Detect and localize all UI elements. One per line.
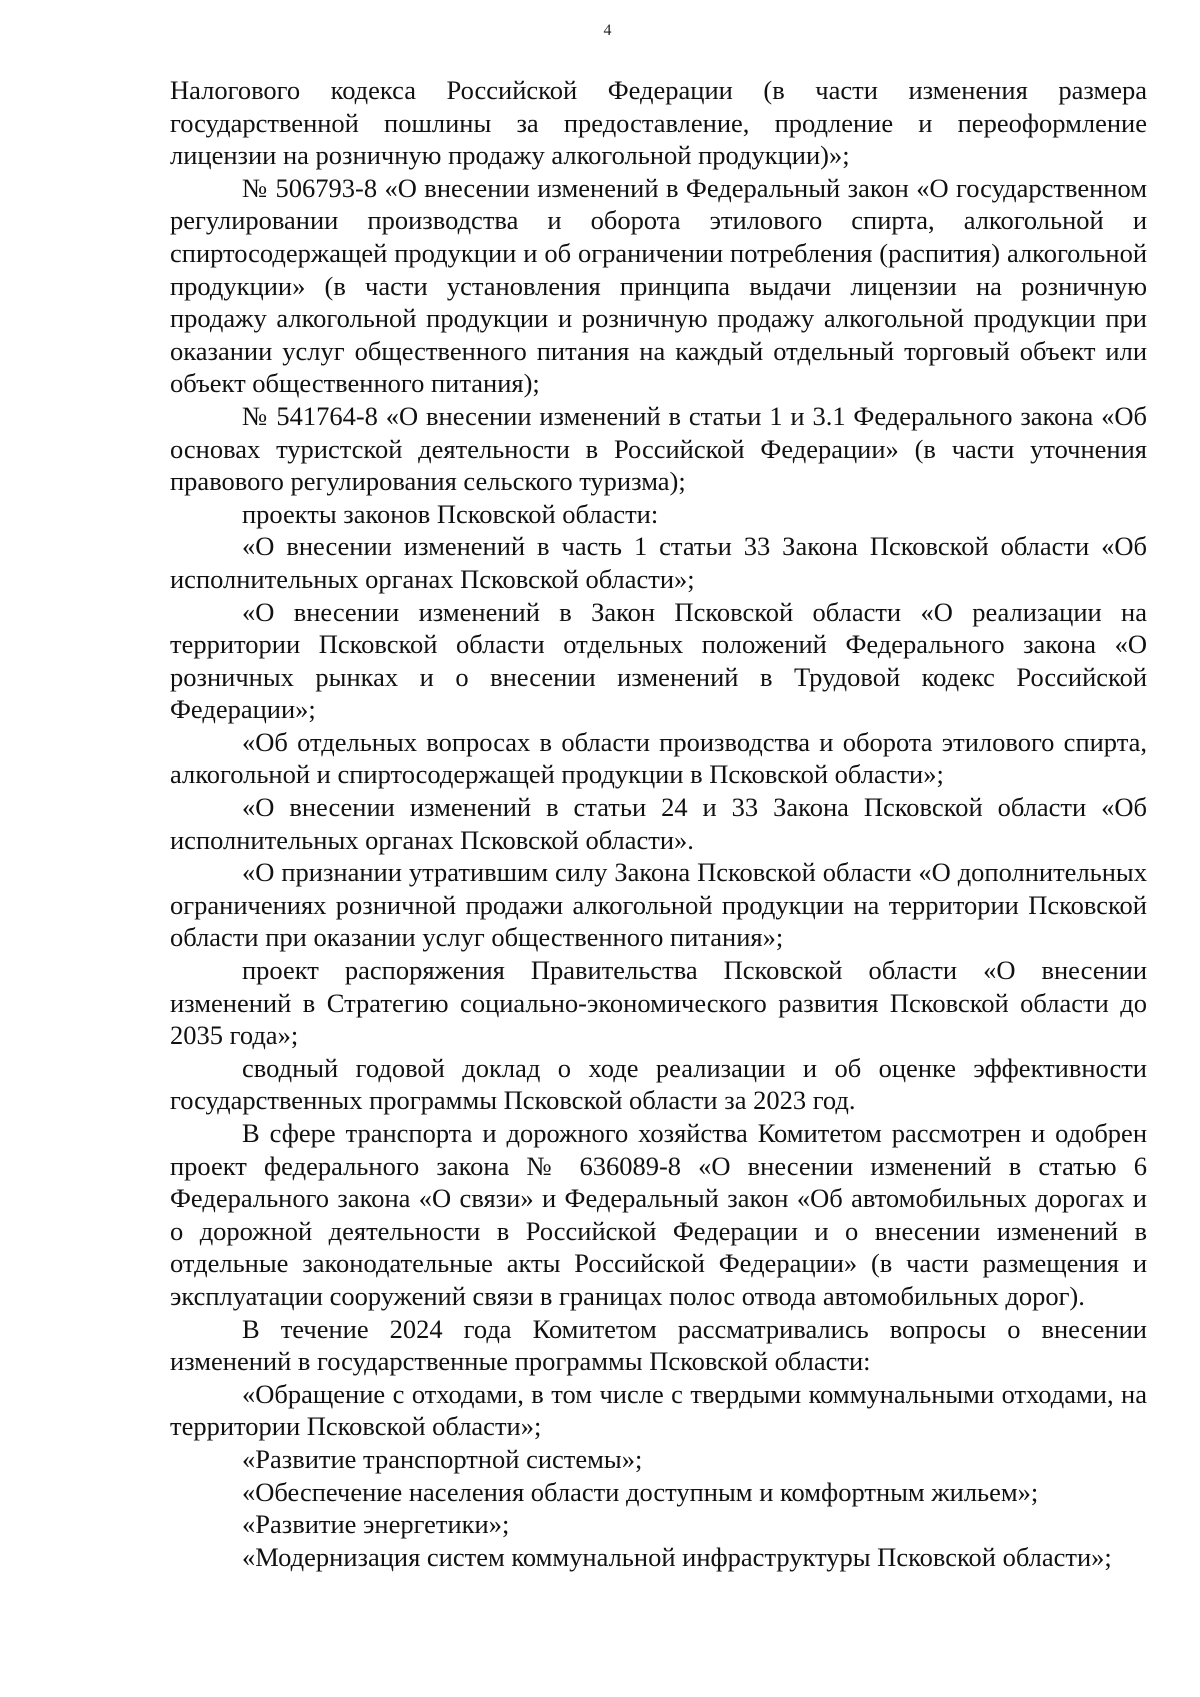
paragraph-program-transport: «Развитие транспортной системы»; [242,1443,643,1474]
paragraph-bill-541764-8: № 541764-8 «О внесении изменений в статьи 1 и 3.1 Федерального закона «Об основах туристской деятельности в Российской Федерации» (в части уточнения правового регулирования сельского туризма); [170,400,1147,497]
document-body [170,74,1147,1573]
paragraph-program-utilities: «Модернизация систем коммунальной инфраструктуры Псковской области»; [242,1541,1112,1572]
paragraph-regional-bill-repeal: «О признании утратившим силу Закона Псковской области «О дополнительных ограничениях розничной продажи алкогольной продукции на территории Псковской области при оказании услуг общественного питания»; [170,857,1147,953]
paragraph-bill-506793-8: № 506793-8 «О внесении изменений в Федеральный закон «О государственном регулировании производства и оборота этилового спирта, алкогольной и спиртосодержащей продукции и об ограничении потребления (распития) алкогольной продукции» (в части установления принципа выдачи лицензии на розничную продажу алкогольной продукции и розничную продажу алкогольной продукции при оказании услуг общественного питания на каждый отдельный торговый объект или объект общественного питания); [170,172,1147,399]
paragraph-program-housing: «Обеспечение населения области доступным и комфортным жильем»; [242,1476,1039,1507]
paragraph-regional-bill-ethyl-alcohol: «Об отдельных вопросах в области производства и оборота этилового спирта, алкогольной и спиртосодержащей продукции в Псковской области»; [170,726,1147,790]
paragraph-strategy-2035: проект распоряжения Правительства Псковской области «О внесении изменений в Стратегию социально-экономического развития Псковской области до 2035 года»; [170,955,1147,1051]
paragraph-regional-bill-articles-24-33: «О внесении изменений в статьи 24 и 33 Закона Псковской области «Об исполнительных органах Псковской области». [170,792,1147,855]
paragraph-2024-programs: В течение 2024 года Комитетом рассматривались вопросы о внесении изменений в государственные программы Псковской области: [170,1313,1147,1377]
paragraph-regional-bill-retail-markets: «О внесении изменений в Закон Псковской области «О реализации на территории Псковской области отдельных положений Федерального закона «О розничных рынках и о внесении изменений в Трудовой кодекс Российской Федерации»; [170,596,1147,725]
paragraph-program-waste: «Обращение с отходами, в том числе с твердыми коммунальными отходами, на территории Псковской области»; [170,1378,1147,1442]
paragraph-tax-code-continuation: Налогового кодекса Российской Федерации (в части изменения размера государственной пошлины за предоставление, продление и переоформление лицензии на розничную продажу алкогольной продукции)»; [170,75,1147,171]
paragraph-transport-sector: В сфере транспорта и дорожного хозяйства Комитетом рассмотрен и одобрен проект федерального закона № 636089-8 «О внесении изменений в статью 6 Федерального закона «О связи» и Федеральный закон «Об автомобильных дорогах и о дорожной деятельности в Российской Федерации и о внесении изменений в отдельные законодательные акты Российской Федерации» (в части размещения и эксплуатации сооружений связи в границах полос отвода автомобильных дорог). [170,1118,1147,1311]
paragraph-regional-bill-article-33: «О внесении изменений в часть 1 статьи 33 Закона Псковской области «Об исполнительных органах Псковской области»; [170,531,1147,594]
paragraph-regional-bills-heading: проекты законов Псковской области: [242,498,659,529]
paragraph-annual-report: сводный годовой доклад о ходе реализации и об оценке эффективности государственных программы Псковской области за 2023 год. [170,1052,1147,1116]
page-number: 4 [603,22,612,39]
paragraph-program-energy: «Развитие энергетики»; [242,1509,510,1540]
